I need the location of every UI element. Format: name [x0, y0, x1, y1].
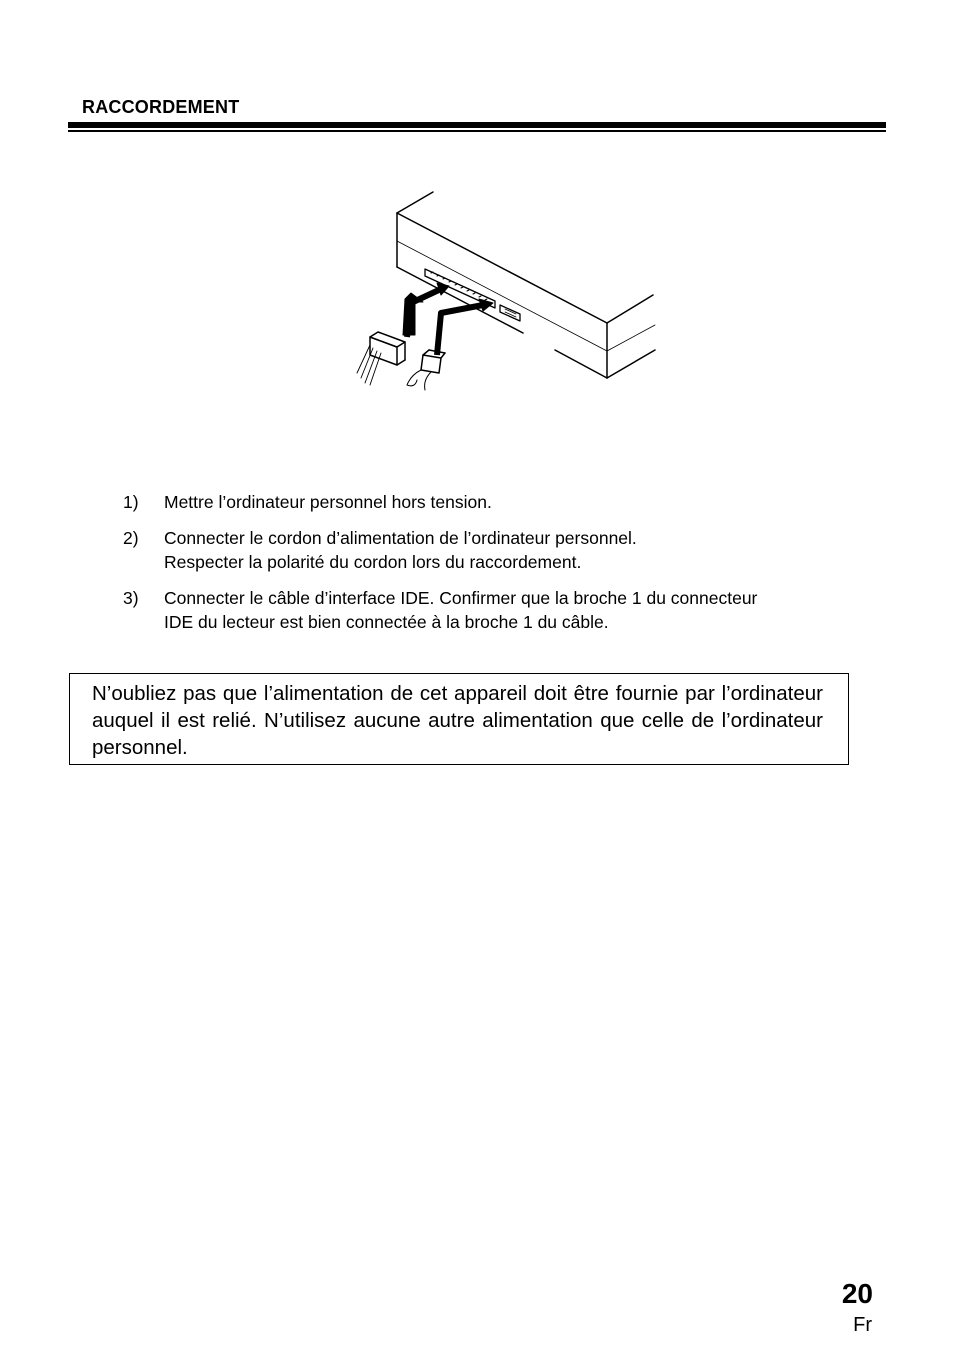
step-text: Respecter la polarité du cordon lors du raccordement. [164, 552, 582, 572]
header-rule-thin [68, 130, 886, 132]
warning-note-box [69, 673, 849, 765]
list-item [123, 490, 868, 514]
section-title: RACCORDEMENT [82, 97, 240, 117]
step-text: Mettre l’ordinateur personnel hors tension. [164, 492, 492, 512]
step-number: 3) [123, 588, 139, 608]
list-item [123, 586, 868, 634]
step-number: 1) [123, 492, 139, 512]
language-code: Fr [853, 1314, 872, 1336]
step-text: Connecter le câble d’interface IDE. Confirmer que la broche 1 du connecteur [164, 588, 758, 608]
step-text: Connecter le cordon d’alimentation de l’ordinateur personnel. [164, 528, 637, 548]
list-item [123, 526, 868, 574]
header-rule-thick [68, 122, 886, 128]
step-text: IDE du lecteur est bien connectée à la broche 1 du câble. [164, 612, 609, 632]
page-number: 20 [841, 1278, 873, 1309]
warning-note-text: N’oubliez pas que l’alimentation de cet appareil doit être fournie par l’ordinateur auquel il est relié. N’utilisez aucune autre alimentation que celle de l’ordinateur personnel. [92, 682, 823, 759]
step-number: 2) [123, 528, 139, 548]
cd-drive-connection-diagram-icon [345, 185, 665, 400]
instruction-list [123, 490, 868, 646]
